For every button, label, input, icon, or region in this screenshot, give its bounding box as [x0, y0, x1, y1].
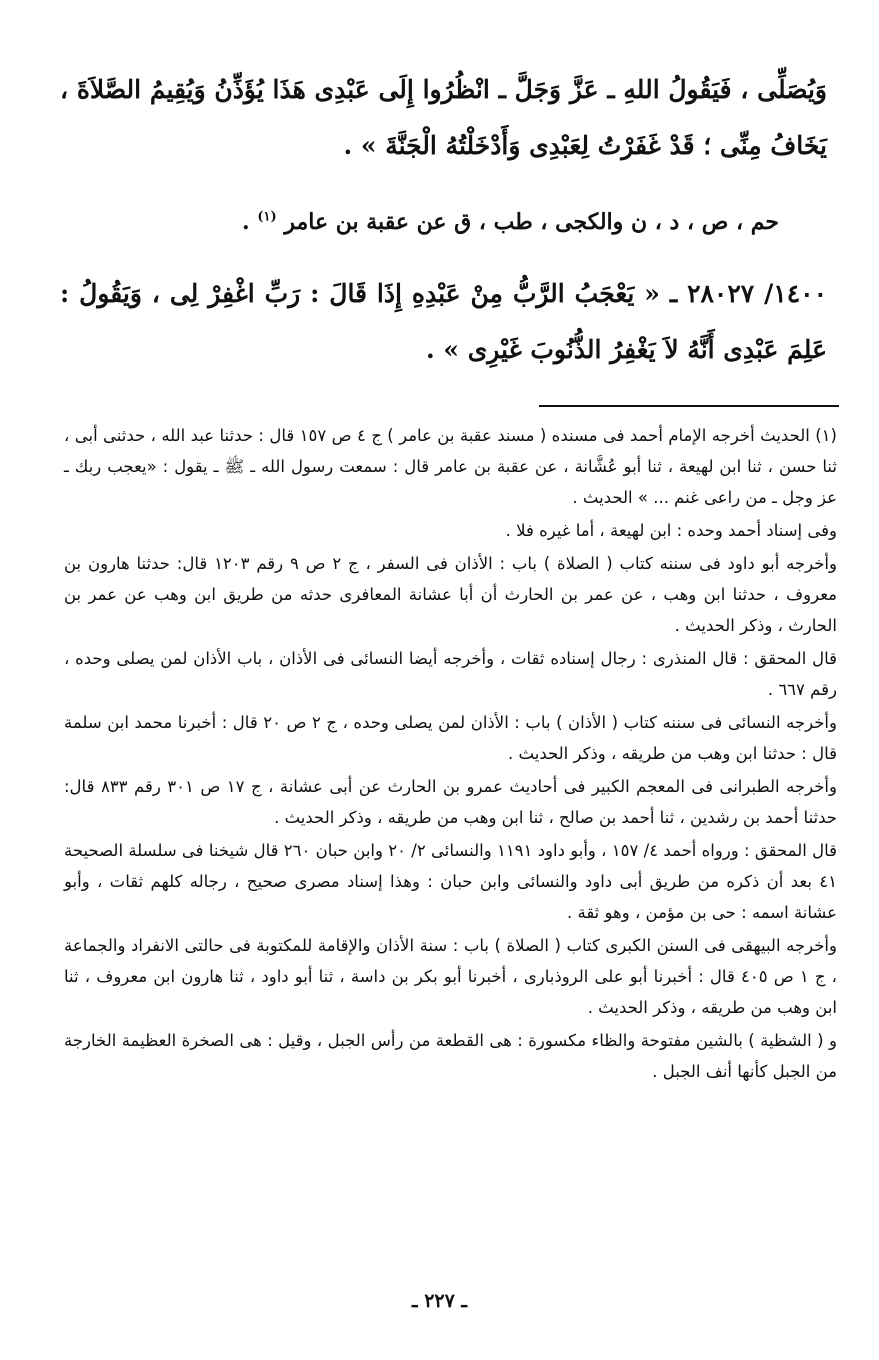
sources-end: .	[242, 209, 258, 235]
footnote-paragraph: وفى إسناد أحمد وحده : ابن لهيعة ، أما غيره فلا .	[505, 521, 837, 540]
footnote-paragraph: وأخرجه النسائى فى سننه كتاب ( الأذان ) باب : الأذان لمن يصلى وحده ، ج ٢ ص ٢٠ قال : أخبرنا محمد ابن سلمة قال : حدثنا ابن وهب من طريقه ، وذكر الحديث .	[64, 713, 837, 763]
footnote-paragraph: قال المحقق : ورواه أحمد ٤/ ١٥٧ ، وأبو داود ١١٩١ والنسائى ٢/ ٢٠ وابن حبان ٢٦٠ قال شيخنا فى سلسلة الصحيحة ٤١ بعد أن ذكره من طريق أبى داود والنسائى وابن حبان : وهذا إسناد مصرى صحيح ، رجاله كلهم ثقات ، وأبو عشانة اسمه : حى بن مؤمن ، وهو ثقة .	[64, 841, 837, 922]
footnote-paragraph: وأخرجه البيهقى فى السنن الكبرى كتاب ( الصلاة ) باب : سنة الأذان والإقامة للمكتوبة فى حالتى الانفراد والجماعة ، ج ١ ص ٤٠٥ قال : أخبرنا أبو على الروذبارى ، أخبرنا أبو بكر بن داسة ، ثنا أبو داود ، ثنا هارون ابن معروف ، ثنا ابن وهب من طريقه ، وذكر الحديث .	[64, 936, 837, 1017]
footnote-paragraph: و ( الشظية ) بالشين مفتوحة والظاء مكسورة : هى القطعة من رأس الجبل ، وقيل : هى الصخرة العظيمة الخارجة من الجبل كأنها أنف الجبل .	[64, 1031, 837, 1081]
page-number: ـ ٢٢٧ ـ	[412, 1290, 467, 1312]
hadith-continuation: وَيُصَلِّى ، فَيَقُولُ اللهِ ـ عَزَّ وَجَلَّ ـ انْظُرُوا إِلَى عَبْدِى هَذَا يُؤَذِّنُ وَيُقِيمُ الصَّلاَةَ ، يَخَافُ مِنِّى ؛ قَدْ غَفَرْتُ لِعَبْدِى وَأَدْخَلْتُهُ الْجَنَّةَ » .	[60, 75, 827, 160]
hadith-sources	[60, 204, 779, 240]
footnote-divider	[539, 405, 839, 407]
footnote-paragraph: وأخرجه الطبرانى فى المعجم الكبير فى أحاديث عمرو بن الحارث عن أبى عشانة ، ج ١٧ ص ٣٠١ رقم ٨٣٣ قال: حدثنا أحمد بن رشدين ، ثنا أحمد بن صالح ، ثنا ابن وهب من طريقه ، وذكر الحديث .	[64, 777, 837, 827]
footnote-reference[interactable]: (١)	[257, 209, 277, 225]
sources-text: حم ، ص ، د ، ن والكجى ، طب ، ق عن عقبة بن عامر	[284, 209, 779, 235]
footnote-paragraph: وأخرجه أبو داود فى سننه كتاب ( الصلاة ) باب : الأذان فى السفر ، ج ٢ ص ٩ رقم ١٢٠٣ قال: حدثنا هارون بن معروف ، حدثنا ابن وهب ، عن عمر بن الحارث أن أبا عشانة المعافرى حدثه من طريق ابن وهب عن عمر بن الحارث ، وذكر الحديث .	[64, 554, 837, 635]
main-text	[60, 62, 827, 378]
footnote-paragraph: (١) الحديث أخرجه الإمام أحمد فى مسنده ( مسند عقبة بن عامر ) ج ٤ ص ١٥٧ قال : حدثنا عبد الله ، حدثنى أبى ، ثنا حسن ، ثنا ابن لهيعة ، ثنا أبو عُشَّانة ، عن عقبة بن عامر قال : سمعت رسول الله ـ ﷺ ـ يقول : «يعجب ربك ـ عز وجل ـ من راعى غنم ... » الحديث .	[64, 426, 837, 507]
footnotes-section	[64, 420, 837, 1089]
footnote-paragraph: قال المحقق : قال المنذرى : رجال إسناده ثقات ، وأخرجه أيضا النسائى فى الأذان ، باب الأذان لمن يصلى وحده ، رقم ٦٦٧ .	[64, 649, 837, 699]
hadith-text: ١٤٠٠/ ٢٨٠٢٧ ـ « يَعْجَبُ الرَّبُّ مِنْ عَبْدِهِ إِذَا قَالَ : رَبِّ اغْفِرْ لِى ، وَيَقُولُ : عَلِمَ عَبْدِى أَنَّهُ لاَ يَغْفِرُ الذُّنُوبَ غَيْرِى » .	[60, 279, 827, 364]
